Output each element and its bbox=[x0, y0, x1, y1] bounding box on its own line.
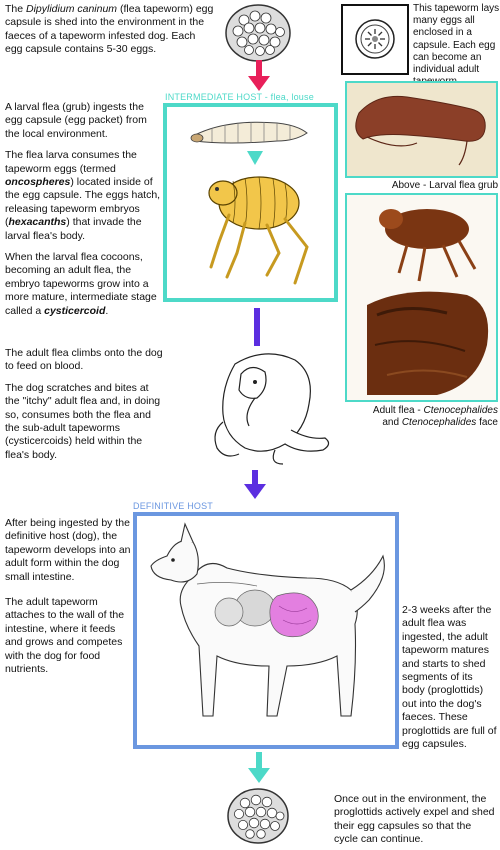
definitive-host-label: DEFINITIVE HOST bbox=[133, 501, 214, 511]
definitive-left-text bbox=[5, 517, 132, 684]
definitive-left-p2: The adult tapeworm attaches to the wall of the intestine, where it feeds and grows and competes with the dog for food nutrients. bbox=[5, 596, 125, 676]
arrow-down-pink bbox=[248, 60, 270, 92]
adult-flea-photos-frame bbox=[345, 193, 498, 402]
larval-p3b: . bbox=[105, 304, 109, 317]
term-oncospheres: oncospheres bbox=[5, 176, 71, 189]
dog-scratch-p1: The adult flea climbs onto the dog to feed on blood. bbox=[5, 347, 163, 373]
caption-adult-l2b: Ctenocephalides bbox=[401, 417, 477, 428]
definitive-host-box bbox=[133, 512, 399, 749]
caption-larval-flea-grub: Above - Larval flea grub bbox=[391, 180, 498, 191]
larval-flea-text bbox=[5, 101, 162, 326]
definitive-right-text bbox=[402, 604, 498, 751]
definitive-right-text-span: 2-3 weeks after the adult flea was ingested, the adult tapeworm matures and starts to shed segments of its body (proglottids) out into the dog's faeces. These proglottids are full of egg capsules. bbox=[402, 604, 497, 751]
larval-p2 bbox=[5, 149, 162, 243]
egg-capsule-top-illustration bbox=[222, 2, 294, 64]
bottom-right-text-span: Once out in the environment, the proglottids actively expel and shed their egg capsules so that the cycle can continue. bbox=[334, 793, 495, 846]
intro-pre: The bbox=[5, 3, 27, 15]
larval-p2a: The flea larva consumes the tapeworm eggs (termed bbox=[5, 149, 137, 175]
arrow-down-purple-2 bbox=[244, 470, 266, 500]
dog-scratch-text bbox=[5, 347, 165, 470]
larval-p3a: When the larval flea cocoons, becoming an adult flea, the embryo tapeworms grow into a more mature, intermediate stage called a bbox=[5, 251, 157, 317]
dipylidium-intro-text bbox=[5, 3, 215, 57]
adult-flea-drawing bbox=[209, 177, 307, 283]
larval-p2c: ) that invade the larval flea's body. bbox=[5, 216, 142, 242]
caption-adult-l1b: Ctenocephalides bbox=[423, 405, 498, 416]
larval-p2b: ) located inside of the egg capsule. The eggs hatch, releasing tapeworm embryos ( bbox=[5, 176, 161, 229]
flea-larva-drawing bbox=[191, 122, 307, 143]
caption-adult-l2c: face bbox=[476, 417, 498, 428]
dog-scratch-p2: The dog scratches and bites at the "itchy" adult flea and, in doing so, consumes both the flea and the sub-adult tapeworms (cysticercoids) held within the flea's body. bbox=[5, 381, 161, 461]
term-cysticercoid: cysticercoid bbox=[44, 304, 106, 317]
intermediate-host-label: INTERMEDIATE HOST - flea, louse bbox=[165, 92, 314, 102]
egg-capsule-bottom-illustration bbox=[225, 786, 291, 846]
caption-adult-l1a: Adult flea - bbox=[372, 405, 424, 416]
single-egg-detail-box bbox=[341, 4, 409, 75]
scratching-dog-illustration bbox=[205, 344, 340, 469]
intro-post: (flea tapeworm) egg capsule is shed into the environment in the faeces of a tapeworm infested dog. Each egg capsule contains 5-30 eggs. bbox=[5, 3, 214, 56]
egg-capsule-description bbox=[413, 3, 500, 88]
bottom-right-text bbox=[334, 793, 496, 847]
caption-adult-l2a: and bbox=[382, 417, 402, 428]
definitive-left-p1: After being ingested by the definitive host (dog), the tapeworm develops into an adult form within the dog small intestine. bbox=[5, 517, 131, 583]
species-name: Dipylidium caninum bbox=[26, 3, 118, 15]
larval-p1: A larval flea (grub) ingests the egg capsule (egg packet) from the local environment. bbox=[5, 101, 147, 140]
caption-adult-flea bbox=[345, 405, 498, 429]
larval-flea-photo bbox=[345, 81, 498, 178]
intermediate-host-box bbox=[163, 103, 338, 302]
term-hexacanths: hexacanths bbox=[8, 216, 67, 229]
arrow-down-teal bbox=[248, 752, 270, 784]
arrow-down-purple-1 bbox=[252, 308, 262, 346]
larval-p3 bbox=[5, 251, 162, 318]
egg-capsule-description-text: This tapeworm lays many eggs all enclosed in a capsule. Each egg can become an individual adult bbox=[413, 3, 500, 76]
